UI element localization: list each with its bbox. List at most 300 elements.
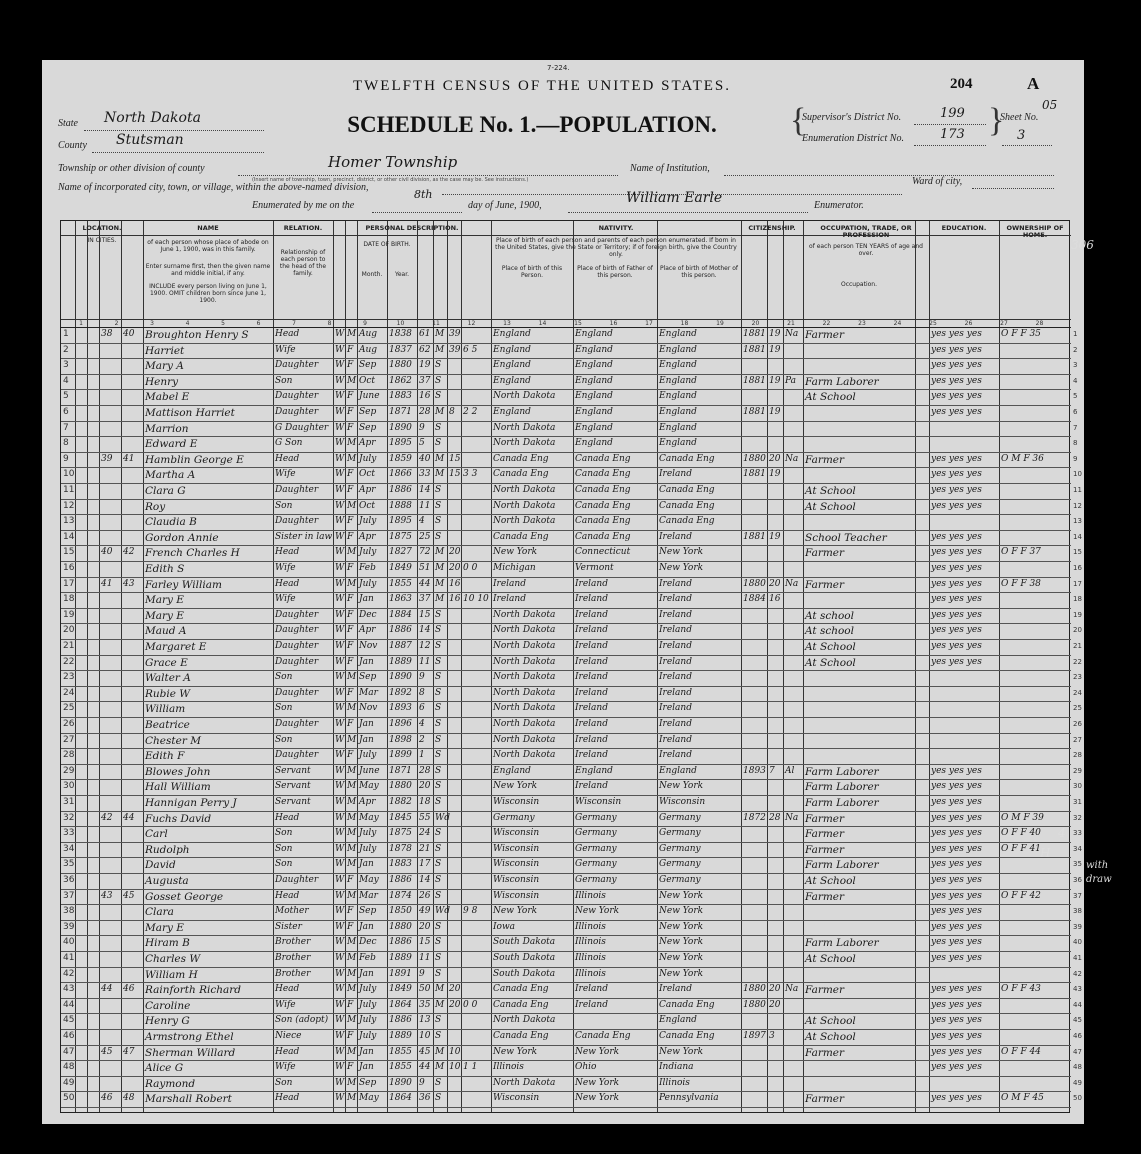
column-rule (433, 221, 434, 1112)
row-20-yr: 1886 (389, 625, 412, 636)
row-28-pp: North Dakota (493, 750, 556, 761)
row-rule (61, 577, 1071, 578)
row-24-sx: F (347, 687, 354, 698)
row-number-right: 33 (1073, 829, 1082, 838)
row-11-age: 14 (419, 485, 431, 495)
row-14-n: 14 (63, 531, 75, 542)
column-rule (345, 221, 346, 1112)
row-10-ms: M (435, 469, 445, 480)
enumeration-value: 173 (940, 127, 965, 142)
row-33-pf: Germany (575, 828, 617, 839)
row-43-age: 50 (419, 984, 431, 995)
row-43-ys: 20 (769, 984, 781, 995)
row-11-ms: S (435, 485, 442, 495)
row-23-rel: Son (275, 672, 293, 683)
name-hint: of each person whose place of abode on June 1, 1900, was in this family. (147, 239, 269, 253)
row-4-pf: England (575, 375, 613, 386)
row-6-yr: 1871 (389, 407, 412, 417)
row-6-edu: yes yes yes (931, 407, 982, 417)
row-1-yrm: 39 (449, 329, 461, 339)
row-50-own: O M F 45 (1001, 1093, 1044, 1104)
row-48-mo: Jan (359, 1062, 374, 1073)
row-30-pf: Ireland (575, 781, 608, 792)
sheet-corner-note: 05 (1042, 98, 1058, 112)
row-12-ms: S (435, 500, 442, 511)
row-49-age: 9 (419, 1077, 425, 1088)
row-38-sx: F (347, 906, 354, 917)
row-44-pm: Canada Eng (659, 999, 715, 1010)
row-22-n: 22 (63, 656, 75, 667)
row-3-rel: Daughter (275, 360, 319, 371)
row-45-pm: England (659, 1015, 697, 1026)
row-26-age: 4 (419, 719, 425, 729)
row-number-right: 24 (1073, 688, 1082, 697)
row-17-n: 17 (63, 578, 75, 589)
column-number: 14 (538, 320, 547, 327)
row-24-yr: 1892 (389, 687, 412, 698)
row-37-yr: 1874 (389, 890, 412, 901)
row-1-occ: Farmer (805, 329, 845, 341)
row-34-pf: Germany (575, 843, 617, 854)
row-37-sx: M (347, 890, 357, 901)
row-16-sx: F (347, 563, 354, 573)
row-49-pf: New York (575, 1077, 620, 1088)
row-2-edu: yes yes yes (931, 344, 982, 355)
row-12-name: Roy (145, 500, 166, 513)
row-11-pm: Canada Eng (659, 485, 715, 495)
row-1-edu: yes yes yes (931, 329, 982, 339)
enumerated-label-1: Enumerated by me on the (252, 200, 355, 211)
row-34-pm: Germany (659, 843, 701, 854)
row-45-ms: S (435, 1015, 442, 1026)
row-number-right: 14 (1073, 532, 1082, 541)
row-46-yr: 1889 (389, 1031, 412, 1041)
row-number-right: 50 (1073, 1094, 1082, 1103)
row-22-pm: Ireland (659, 656, 692, 667)
row-9-ms: M (435, 453, 445, 464)
row-6-cr: W (335, 407, 345, 417)
row-rule (61, 421, 1071, 422)
row-34-occ: Farmer (805, 843, 845, 856)
row-37-cr: W (335, 890, 345, 901)
column-number: 9 (363, 320, 367, 327)
row-26-yr: 1896 (389, 719, 412, 729)
row-41-yr: 1889 (389, 953, 412, 963)
row-number-right: 17 (1073, 579, 1082, 588)
left-brace: { (790, 102, 807, 139)
row-32-edu: yes yes yes (931, 812, 982, 823)
row-26-cr: W (335, 719, 345, 729)
group-header: EDUCATION. (941, 224, 987, 232)
row-rule (61, 561, 1071, 562)
row-18-yr: 1863 (389, 594, 412, 605)
row-47-occ: Farmer (805, 1046, 845, 1059)
census-sheet (42, 60, 1084, 1124)
row-37-mo: Mar (359, 890, 378, 901)
row-23-yr: 1890 (389, 672, 412, 683)
row-21-rel: Daughter (275, 641, 319, 651)
row-39-mo: Jan (359, 921, 374, 932)
row-43-pp: Canada Eng (493, 984, 549, 995)
row-9-occ: Farmer (805, 453, 845, 466)
row-5-age: 16 (419, 391, 431, 402)
row-12-yr: 1888 (389, 500, 412, 511)
row-3-ms: S (435, 360, 442, 371)
row-19-name: Mary E (145, 609, 184, 622)
row-50-occ: Farmer (805, 1093, 845, 1106)
row-6-ys: 19 (769, 407, 781, 417)
row-36-n: 36 (63, 875, 75, 885)
row-number-right: 42 (1073, 969, 1082, 978)
row-4-sx: M (347, 375, 357, 386)
row-number-right: 49 (1073, 1078, 1082, 1087)
row-4-ys: 19 (769, 375, 781, 386)
row-8-age: 5 (419, 438, 425, 449)
row-24-name: Rubie W (145, 687, 191, 700)
row-1-ys: 19 (769, 329, 781, 339)
row-17-cr: W (335, 578, 345, 589)
row-number-right: 5 (1073, 392, 1078, 401)
row-rule (61, 842, 1071, 843)
row-23-ms: S (435, 672, 442, 683)
row-1-pp: England (493, 329, 531, 339)
row-12-mo: Oct (359, 500, 376, 511)
row-30-n: 30 (63, 781, 75, 792)
row-number-right: 13 (1073, 517, 1082, 526)
row-9-sx: M (347, 453, 357, 464)
column-number: 20 (751, 320, 760, 327)
row-28-rel: Daughter (275, 750, 319, 761)
row-40-edu: yes yes yes (931, 937, 982, 948)
row-number-right: 3 (1073, 361, 1078, 370)
row-13-pf: Canada Eng (575, 516, 631, 527)
enumerator-value: William Earle (626, 190, 723, 206)
row-18-pp: Ireland (493, 594, 526, 605)
row-29-pp: England (493, 765, 531, 776)
row-37-fam: 45 (123, 890, 135, 901)
row-47-pm: New York (659, 1046, 704, 1057)
row-1-n: 1 (63, 329, 69, 339)
column-rule (121, 221, 122, 1112)
row-25-pp: North Dakota (493, 703, 556, 714)
row-26-pp: North Dakota (493, 719, 556, 729)
row-12-cr: W (335, 500, 345, 511)
row-43-mo: July (359, 984, 377, 995)
row-7-rel: G Daughter (275, 422, 329, 433)
year-label: Year. (394, 271, 410, 278)
county-value: Stutsman (116, 132, 184, 148)
row-17-rel: Head (275, 578, 300, 589)
row-number-right: 2 (1073, 345, 1078, 354)
side-note-2: H (1040, 846, 1051, 860)
row-1-dw: 38 (101, 329, 113, 339)
row-40-ms: S (435, 937, 442, 948)
row-25-ms: S (435, 703, 442, 714)
row-12-sx: M (347, 500, 357, 511)
row-38-mo: Sep (359, 906, 377, 917)
row-46-cr: W (335, 1031, 345, 1041)
column-number: 27 (1000, 320, 1008, 327)
row-33-occ: Farmer (805, 828, 845, 841)
row-41-pf: Illinois (575, 953, 606, 963)
row-rule (61, 717, 1071, 718)
row-44-pf: Ireland (575, 999, 608, 1010)
row-46-edu: yes yes yes (931, 1031, 982, 1041)
row-7-ms: S (435, 422, 442, 433)
row-16-pf: Vermont (575, 563, 614, 573)
row-32-sx: M (347, 812, 357, 823)
row-41-n: 41 (63, 953, 75, 963)
row-36-edu: yes yes yes (931, 875, 982, 885)
row-19-sx: F (347, 609, 354, 620)
row-34-rel: Son (275, 843, 293, 854)
row-16-cr: W (335, 563, 345, 573)
row-3-mo: Sep (359, 360, 377, 371)
row-45-cr: W (335, 1015, 345, 1026)
row-number-right: 44 (1073, 1000, 1082, 1009)
row-14-rel: Sister in law (275, 531, 333, 542)
row-25-name: William (145, 703, 186, 716)
row-32-ys: 28 (769, 812, 781, 823)
row-13-yr: 1895 (389, 516, 412, 527)
row-37-pp: Wisconsin (493, 890, 540, 901)
row-4-occ: Farm Laborer (805, 375, 879, 388)
row-25-rel: Son (275, 703, 293, 714)
row-48-pf: Ohio (575, 1062, 597, 1073)
row-36-pp: Wisconsin (493, 875, 540, 885)
row-number-right: 16 (1073, 564, 1082, 572)
row-37-occ: Farmer (805, 890, 845, 903)
row-23-pm: Ireland (659, 672, 692, 683)
institution-label: Name of Institution, (630, 163, 710, 174)
enumeration-label: Enumeration District No. (802, 133, 904, 144)
row-31-edu: yes yes yes (931, 797, 982, 807)
row-rule (61, 639, 1071, 640)
row-49-mo: Sep (359, 1077, 377, 1088)
row-4-name: Henry (145, 375, 179, 388)
row-22-mo: Jan (359, 656, 374, 667)
row-1-mo: Aug (359, 329, 378, 339)
row-8-rel: G Son (275, 438, 303, 449)
row-30-yr: 1880 (389, 781, 412, 792)
row-21-mo: Nov (359, 641, 378, 651)
row-17-yrm: 16 (449, 578, 461, 589)
row-29-im: 1893 (743, 765, 766, 776)
ward-underline (972, 188, 1054, 189)
row-4-pm: England (659, 375, 697, 386)
row-7-age: 9 (419, 422, 425, 433)
row-7-sx: F (347, 422, 354, 433)
township-label: Township or other division of county (58, 163, 205, 174)
row-30-name: Hall William (145, 781, 211, 794)
column-number: 12 (467, 320, 476, 327)
row-23-pp: North Dakota (493, 672, 556, 683)
row-16-mo: Feb (359, 563, 376, 573)
row-38-pm: New York (659, 906, 704, 917)
row-5-occ: At School (805, 391, 856, 404)
row-43-pf: Ireland (575, 984, 608, 995)
township-value: Homer Township (328, 153, 458, 171)
row-rule (61, 530, 1071, 531)
row-49-rel: Son (275, 1077, 293, 1088)
row-25-n: 25 (63, 703, 75, 714)
row-21-sx: F (347, 641, 354, 651)
row-7-n: 7 (63, 422, 69, 433)
row-29-ms: S (435, 765, 442, 776)
row-rule (61, 389, 1071, 390)
row-9-dw: 39 (101, 453, 113, 464)
row-13-age: 4 (419, 516, 425, 527)
row-48-cr: W (335, 1062, 345, 1073)
row-6-ms: M (435, 407, 445, 417)
row-34-pp: Wisconsin (493, 843, 540, 854)
row-20-mo: Apr (359, 625, 376, 636)
row-1-own: O F F 35 (1001, 329, 1041, 339)
row-17-occ: Farmer (805, 578, 845, 591)
column-rule (929, 221, 930, 1112)
row-number-right: 38 (1073, 907, 1082, 916)
row-40-mo: Dec (359, 937, 377, 948)
row-number-right: 12 (1073, 501, 1082, 510)
row-18-ch: 10 10 (463, 594, 489, 605)
row-49-name: Raymond (145, 1077, 196, 1090)
row-47-edu: yes yes yes (931, 1046, 982, 1057)
row-9-age: 40 (419, 453, 431, 464)
row-39-n: 39 (63, 921, 75, 932)
row-32-dw: 42 (101, 812, 113, 823)
row-8-yr: 1895 (389, 438, 412, 449)
row-47-ms: M (435, 1046, 445, 1057)
row-18-pm: Ireland (659, 594, 692, 605)
row-8-cr: W (335, 438, 345, 449)
row-2-pp: England (493, 344, 531, 355)
row-39-rel: Sister (275, 921, 302, 932)
row-22-rel: Daughter (275, 656, 319, 667)
row-40-yr: 1886 (389, 937, 412, 948)
column-number: 25 (929, 320, 937, 327)
row-14-age: 25 (419, 531, 431, 542)
row-21-pm: Ireland (659, 641, 692, 651)
row-38-yr: 1850 (389, 906, 412, 917)
row-19-pp: North Dakota (493, 609, 556, 620)
column-rule (75, 221, 76, 1112)
row-4-rel: Son (275, 375, 293, 386)
side-note-3: with (1086, 860, 1109, 871)
column-rule (87, 221, 88, 1112)
row-31-pm: Wisconsin (659, 797, 706, 807)
row-41-pm: New York (659, 953, 704, 963)
row-9-pm: Canada Eng (659, 453, 715, 464)
row-5-yr: 1883 (389, 391, 412, 402)
row-number-right: 10 (1073, 470, 1082, 479)
institution-underline (724, 175, 1054, 176)
row-43-sx: M (347, 984, 357, 995)
row-number-right: 29 (1073, 766, 1082, 775)
row-45-rel: Son (adopt) (275, 1015, 329, 1026)
row-43-occ: Farmer (805, 984, 845, 997)
row-rule (61, 374, 1071, 375)
row-8-sx: M (347, 438, 357, 449)
row-25-mo: Nov (359, 703, 378, 714)
row-23-age: 9 (419, 672, 425, 683)
row-15-mo: July (359, 547, 377, 558)
row-19-rel: Daughter (275, 609, 319, 620)
row-2-n: 2 (63, 344, 69, 355)
row-39-name: Mary E (145, 921, 184, 934)
row-23-mo: Sep (359, 672, 377, 683)
row-36-ms: S (435, 875, 442, 885)
row-number-right: 25 (1073, 704, 1082, 713)
row-47-pf: New York (575, 1046, 620, 1057)
row-41-ms: S (435, 953, 442, 963)
row-22-yr: 1889 (389, 656, 412, 667)
row-15-own: O F F 37 (1001, 547, 1041, 558)
row-50-yr: 1864 (389, 1093, 412, 1104)
row-17-age: 44 (419, 578, 431, 589)
row-48-ms: M (435, 1062, 445, 1073)
row-44-yrm: 20 (449, 999, 461, 1010)
row-32-age: 55 (419, 812, 431, 823)
row-17-edu: yes yes yes (931, 578, 982, 589)
row-17-pm: Ireland (659, 578, 692, 589)
row-rule (61, 670, 1071, 671)
row-2-mo: Aug (359, 344, 378, 355)
row-24-cr: W (335, 687, 345, 698)
row-32-nat: Na (785, 812, 799, 823)
column-number: 26 (964, 320, 973, 327)
row-18-sx: F (347, 594, 354, 605)
row-46-pm: Canada Eng (659, 1031, 715, 1041)
column-number: 8 (327, 320, 332, 327)
row-11-pp: North Dakota (493, 485, 556, 495)
row-32-pf: Germany (575, 812, 617, 823)
group-header: RELATION. (283, 224, 323, 232)
row-number-right: 34 (1073, 844, 1082, 853)
row-number-right: 30 (1073, 782, 1082, 791)
row-43-nat: Na (785, 984, 799, 995)
row-38-name: Clara (145, 906, 174, 919)
column-rule (417, 221, 418, 1112)
row-49-pm: Illinois (659, 1077, 690, 1088)
row-35-edu: yes yes yes (931, 859, 982, 870)
row-47-yr: 1855 (389, 1046, 412, 1057)
row-number-right: 35 (1073, 860, 1082, 869)
row-19-edu: yes yes yes (931, 609, 982, 620)
row-15-fam: 42 (123, 547, 135, 558)
row-9-mo: July (359, 453, 377, 464)
row-16-name: Edith S (145, 563, 185, 575)
row-18-edu: yes yes yes (931, 594, 982, 605)
column-rule (143, 221, 144, 1112)
row-22-pf: Ireland (575, 656, 608, 667)
row-11-edu: yes yes yes (931, 485, 982, 495)
side-note-1: 4 (1058, 826, 1066, 840)
row-46-sx: F (347, 1031, 354, 1041)
row-50-fam: 48 (123, 1093, 135, 1104)
row-46-ms: S (435, 1031, 442, 1041)
row-35-occ: Farm Laborer (805, 859, 879, 872)
row-44-im: 1880 (743, 999, 766, 1010)
row-14-mo: Apr (359, 531, 376, 542)
row-15-pm: New York (659, 547, 704, 558)
row-42-rel: Brother (275, 968, 311, 979)
row-17-mo: July (359, 578, 377, 589)
row-22-sx: F (347, 656, 354, 667)
row-27-sx: M (347, 734, 357, 745)
row-38-edu: yes yes yes (931, 906, 982, 917)
row-49-sx: M (347, 1077, 357, 1088)
row-27-rel: Son (275, 734, 293, 745)
